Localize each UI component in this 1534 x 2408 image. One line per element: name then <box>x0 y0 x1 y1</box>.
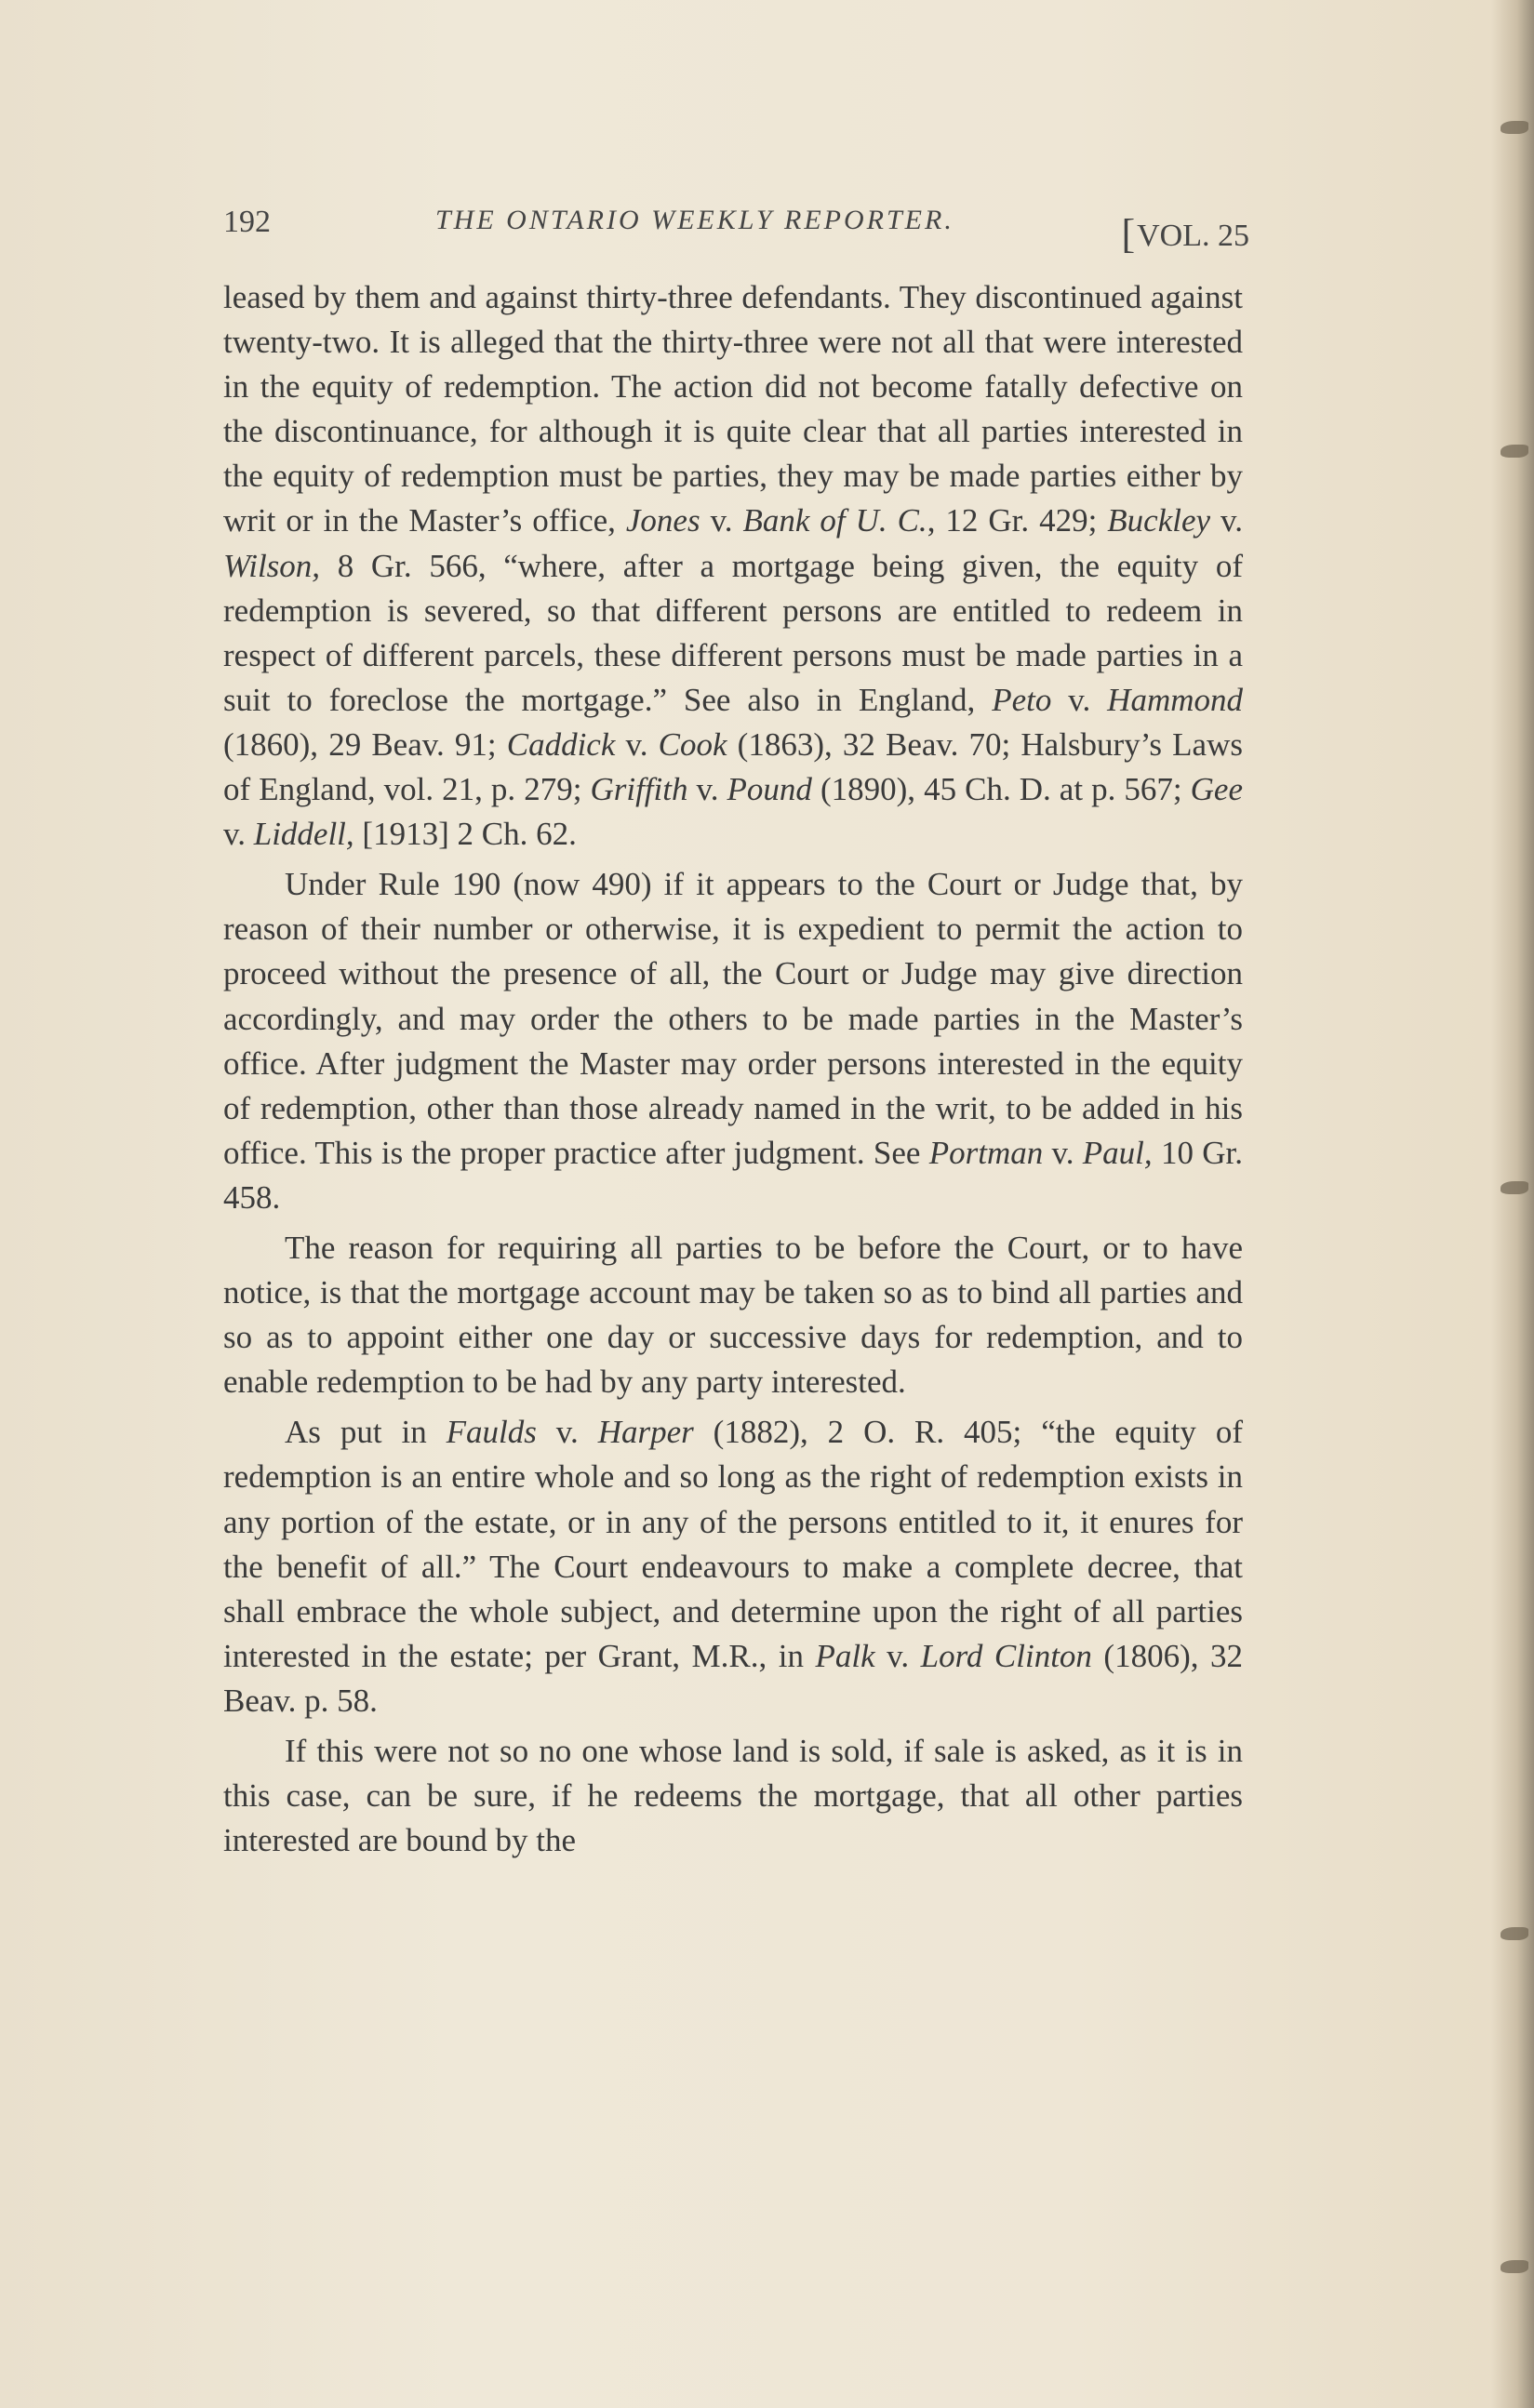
text-run: (1890), 45 Ch. D. at p. 567; <box>811 771 1191 808</box>
case-name: Liddell, <box>253 816 354 853</box>
text-run: (1860), 29 Beav. 91; <box>223 725 507 763</box>
edge-mark <box>1501 445 1528 458</box>
text-run: 8 Gr. 566, “where, after a mortgage being given, the equity of redemption is severed, so that different persons are entitled to redeem in respect of different parcels, these different persons must be made parties in a suit to foreclose the mortgage.” See also in England, <box>223 547 1243 718</box>
case-name: Paul, <box>1082 1134 1153 1171</box>
running-title: THE ONTARIO WEEKLY REPORTER. <box>435 205 954 235</box>
case-name: Harper <box>597 1414 694 1451</box>
text-run: v. <box>1051 681 1108 718</box>
text-run: v. <box>1043 1134 1083 1171</box>
edge-mark <box>1501 1181 1528 1194</box>
paragraph <box>223 862 1243 1220</box>
case-name: Griffith <box>590 771 688 808</box>
case-name: Palk <box>815 1637 875 1674</box>
text-run: , 12 Gr. 429; <box>927 502 1108 539</box>
text-run: v. <box>687 771 727 808</box>
text-run: leased by them and against thirty-three defendants. They discontinued against twenty-two. It is alleged that the thirty-three were not all that were interested in the equity of redemption. The action did not become fatally defective on the discontinuance, for although it is quite clear that all parties interested in the equity of redemption must be parties, they may be made parties either by writ or in the Master’s office, <box>223 279 1243 539</box>
text-run: As put in <box>285 1414 447 1451</box>
text-run: v. <box>700 502 743 539</box>
text-run: If this were not so no one whose land is sold, if sale is asked, as it is in this case, can be sure, if he redeems the mortgage, that all other parties interested are bound by the <box>223 1733 1243 1859</box>
case-name: Portman <box>928 1134 1044 1171</box>
text-run: v. <box>223 816 254 853</box>
volume-text: VOL. 25 <box>1137 219 1249 253</box>
text-run: v. <box>874 1637 921 1674</box>
paragraph <box>223 1729 1243 1863</box>
text-run: (1882), 2 O. R. 405; “the equity of redemption is an entire whole and so long as the right of redemption exists in any portion of the estate, or in any of the persons entitled to it, it enures for the benefit of all.” The Court endeavours to make a complete decree, that shall embrace the whole subject, and determine upon the right of all parties interested in the estate; per Grant, M.R., in <box>223 1414 1243 1674</box>
case-name: Jones <box>625 502 700 539</box>
case-name: Wilson, <box>223 547 321 584</box>
edge-mark <box>1501 2260 1528 2273</box>
text-run: v. <box>615 725 659 763</box>
text-run: v. <box>1210 502 1243 539</box>
page-header <box>223 199 1247 255</box>
case-name: Pound <box>727 771 812 808</box>
case-name: Faulds <box>446 1414 537 1451</box>
case-name: Cook <box>658 725 727 763</box>
paragraph <box>223 1226 1243 1404</box>
paragraph <box>223 275 1243 857</box>
text-run: v. <box>536 1414 598 1451</box>
case-name: Peto <box>992 681 1052 718</box>
case-name: Gee <box>1190 771 1243 808</box>
case-name: Lord Clinton <box>920 1637 1092 1674</box>
edge-mark <box>1501 121 1528 134</box>
text-run: Under Rule 190 (now 490) if it appears to the Court or Judge that, by reason of their number or otherwise, it is expedient to permit the action to proceed without the presence of all, the Court or Judge may give direction accordingly, and may order the others to be made parties in the Master’s office. After judgment the Master may order persons interested in the equity of redemption, other than those already named in the writ, to be added in his office. This is the proper practice after judgment. See <box>223 866 1243 1171</box>
body-text <box>223 275 1243 1863</box>
page-number: 192 <box>223 205 271 239</box>
edge-mark <box>1501 1927 1528 1940</box>
page-edge-shadow <box>1491 0 1534 2408</box>
case-name: Caddick <box>506 725 616 763</box>
volume-bracket: [ <box>1121 211 1136 257</box>
paragraph <box>223 1410 1243 1723</box>
text-run: The reason for requiring all parties to be before the Court, or to have notice, is that the mortgage account may be taken so as to bind all parties and so as to appoint either one day or successive days for redemption, and to enable redemption to be had by any party interested. <box>223 1229 1243 1401</box>
case-name: Bank of U. C. <box>742 502 927 539</box>
text-run: (1863), 32 Beav. 70; Halsbury’s Laws of England, vol. 21, p. 279; <box>223 725 1243 808</box>
case-name: Buckley <box>1107 502 1211 539</box>
text-run: (1806), 32 Beav. p. 58. <box>223 1637 1243 1719</box>
text-run: 10 Gr. 458. <box>223 1134 1243 1216</box>
case-name: Hammond <box>1107 681 1243 718</box>
text-run: [1913] 2 Ch. 62. <box>353 816 577 853</box>
volume-label <box>1121 208 1249 256</box>
